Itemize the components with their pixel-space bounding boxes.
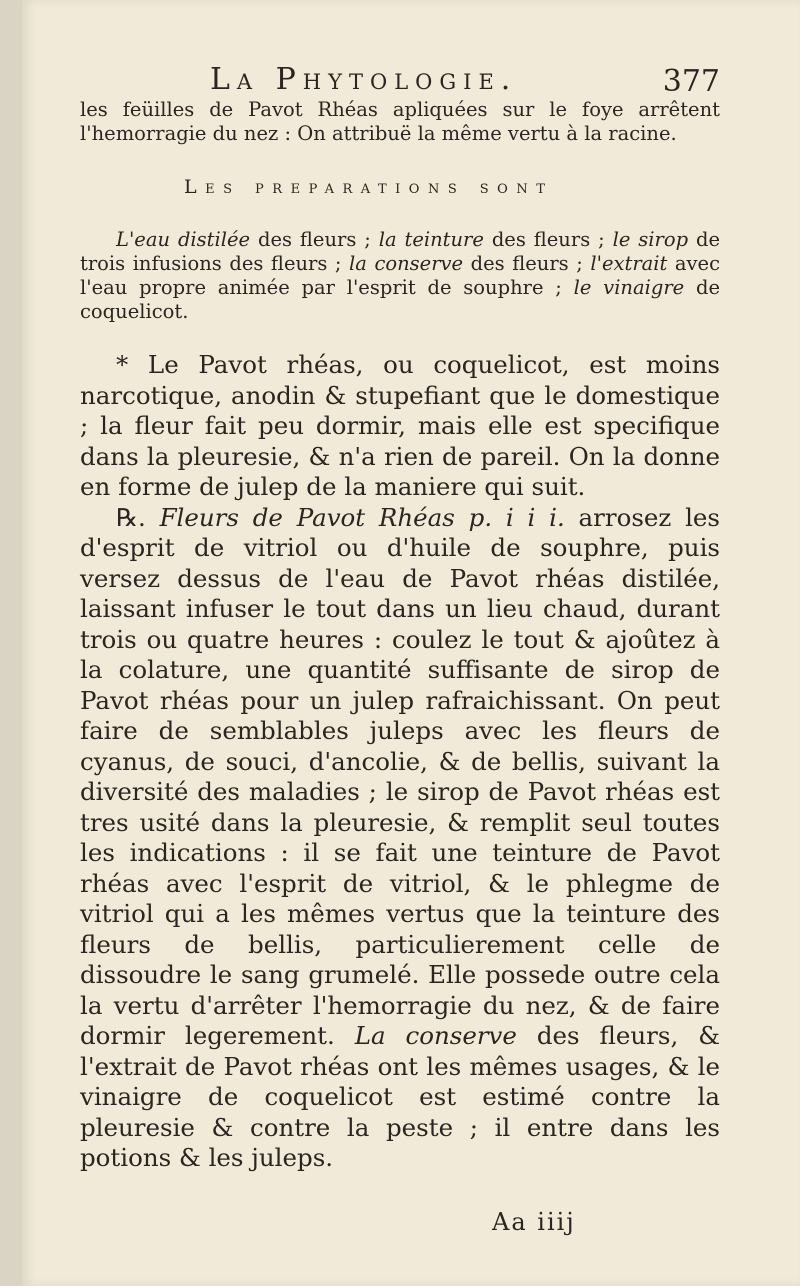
continuation-text: les feüilles de Pavot Rhéas apliquées sur le foye arrêtent l'hemorragie du nez : On attribuë la même vertu à la racine. xyxy=(80,98,720,145)
prep-name: L'eau distilée xyxy=(116,228,251,251)
prep-text: de coquelicot. xyxy=(80,276,720,323)
recipe-mark: ℞. xyxy=(116,502,146,532)
recipe-paragraph xyxy=(80,503,720,1174)
prep-text: des fleurs ; xyxy=(463,252,591,275)
section-heading: Les preparations sont xyxy=(184,176,554,198)
prep-name: le sirop xyxy=(612,228,689,251)
main-text xyxy=(80,350,720,1174)
preparations-list xyxy=(80,228,720,324)
recipe-text: arrosez les d'esprit de vitriol ou d'huile de souphre, puis versez dessus de l'eau de Pavot rhéas distilée, laissant infuser le tout dans un lieu chaud, durant trois ou quatre heures : coulez le tout & ajoûtez à la colature, une quantité suffisante de sirop de Pavot rhéas pour un julep rafraichissant. On peut faire de semblables juleps avec les fleurs de cyanus, de souci, d'ancolie, & de bellis, suivant la diversité des maladies ; le sirop de Pavot rhéas est tres usité dans la pleuresie, & remplit seul toutes les indications : il se fait une teinture de Pavot rhéas avec l'esprit de vitriol, & le phlegme de vitriol qui a les mêmes vertus que la teinture des fleurs de bellis, particulierement celle de dissoudre le sang grumelé. Elle possede outre cela la vertu d'arrêter l'hemorragie du nez, & de faire dormir legerement. xyxy=(80,502,721,1050)
prep-name: l'extrait xyxy=(590,252,668,275)
prep-text: de trois infusions des fleurs ; xyxy=(80,228,720,275)
paragraph: * Le Pavot rhéas, ou coquelicot, est moins narcotique, anodin & stupefiant que le domestique ; la fleur fait peu dormir, mais elle est specifique dans la pleuresie, & n'a rien de pareil. On la donne en forme de julep de la maniere qui suit. xyxy=(80,350,720,501)
prep-text: avec l'eau propre animée par l'esprit de souphre ; xyxy=(80,252,720,299)
page-number: 377 xyxy=(662,64,720,99)
prep-name: le vinaigre xyxy=(573,276,685,299)
recipe-quantity: p. i i i. xyxy=(468,502,565,532)
prep-text: des fleurs ; xyxy=(483,228,613,251)
book-page xyxy=(22,0,800,1286)
page-header xyxy=(80,62,720,102)
signature-mark: Aa iiij xyxy=(492,1208,576,1236)
prep-name: la conserve xyxy=(349,252,464,275)
prep-name: la teinture xyxy=(378,228,484,251)
recipe-tail: des fleurs, & l'extrait de Pavot rhéas ont les mêmes usages, & le vinaigre de coquelicot est estimé contre la pleuresie & contre la peste ; il entre dans les potions & les juleps. xyxy=(80,1021,721,1172)
prep-text: des fleurs ; xyxy=(250,228,379,251)
recipe-ingredient: Fleurs de Pavot Rhéas xyxy=(159,502,455,532)
running-title: La Phytologie. xyxy=(210,62,518,97)
conserve-label: La conserve xyxy=(354,1021,517,1050)
